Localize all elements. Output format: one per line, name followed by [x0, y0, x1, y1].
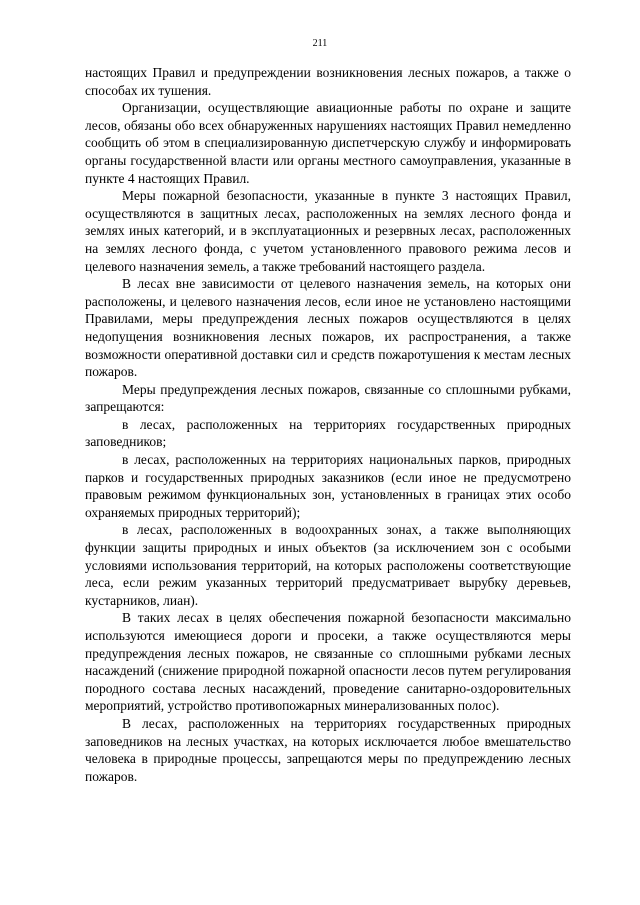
paragraph-continuation: настоящих Правил и предупреждении возникновения лесных пожаров, а также о способах их тушения. [85, 65, 571, 98]
list-item-reserves: в лесах, расположенных на территориях государственных природных заповедников; [85, 416, 571, 450]
paragraph-reserve-restrictions: В лесах, расположенных на территориях государственных природных заповедников на лесных участках, на которых исключается любое вмешательство человека в природные процессы, запрещаются меры по предупреждению лесных пожаров. [85, 715, 571, 784]
paragraph-clear-cutting-prohibited: Меры предупреждения лесных пожаров, связанные со сплошными рубками, запрещаются: [85, 381, 571, 415]
paragraph-aviation-organizations: Организации, осуществляющие авиационные работы по охране и защите лесов, обязаны обо всех обнаруженных нарушениях настоящих Правил немедленно сообщить об этом в специализированную диспетчерскую службу и информировать органы государственной власти или органы местного самоуправления, указанные в пункте 4 настоящих Правил. [85, 100, 571, 186]
paragraph-fire-prevention-purpose: В лесах вне зависимости от целевого назначения земель, на которых они расположены, и целевого назначения лесов, если иное не установлено настоящими Правилами, меры предупреждения лесных пожаров осуществляются в целях недопущения возникновения лесных пожаров, их распространения, а также возможности оперативной доставки сил и средств пожаротушения к местам лесных пожаров. [85, 276, 571, 380]
list-item-water-protection-zones: в лесах, расположенных в водоохранных зонах, а также выполняющих функции защиты природных и иных объектов (за исключением зон с особыми условиями использования территорий, на которых расположены соответствующие леса, если режим указанных территорий предусматривает вырубку деревьев, кустарников, лиан). [85, 522, 571, 608]
document-body [85, 64, 571, 785]
paragraph-fire-safety-measures: Меры пожарной безопасности, указанные в пункте 3 настоящих Правил, осуществляются в защитных лесах, расположенных на землях лесного фонда и землях иных категорий, и в эксплуатационных и резервных лесах, расположенных на землях лесного фонда, с учетом установленного правового режима лесов и целевого назначения земель, а также требований настоящего раздела. [85, 188, 571, 274]
list-item-national-parks: в лесах, расположенных на территориях национальных парков, природных парков и государственных природных заказников (если иное не предусмотрено правовым режимом функциональных зон, установленных в границах этих особо охраняемых природных территорий); [85, 452, 571, 520]
page-number: 211 [312, 38, 328, 49]
paragraph-such-forests: В таких лесах в целях обеспечения пожарной безопасности максимально используются имеющиеся дороги и просеки, а также осуществляются меры предупреждения лесных пожаров, не связанные со сплошными рубками лесных насаждений (снижение природной пожарной опасности лесов путем регулирования породного состава лесных насаждений, проведение санитарно-оздоровительных мероприятий, устройство противопожарных минерализованных полос). [85, 610, 571, 714]
